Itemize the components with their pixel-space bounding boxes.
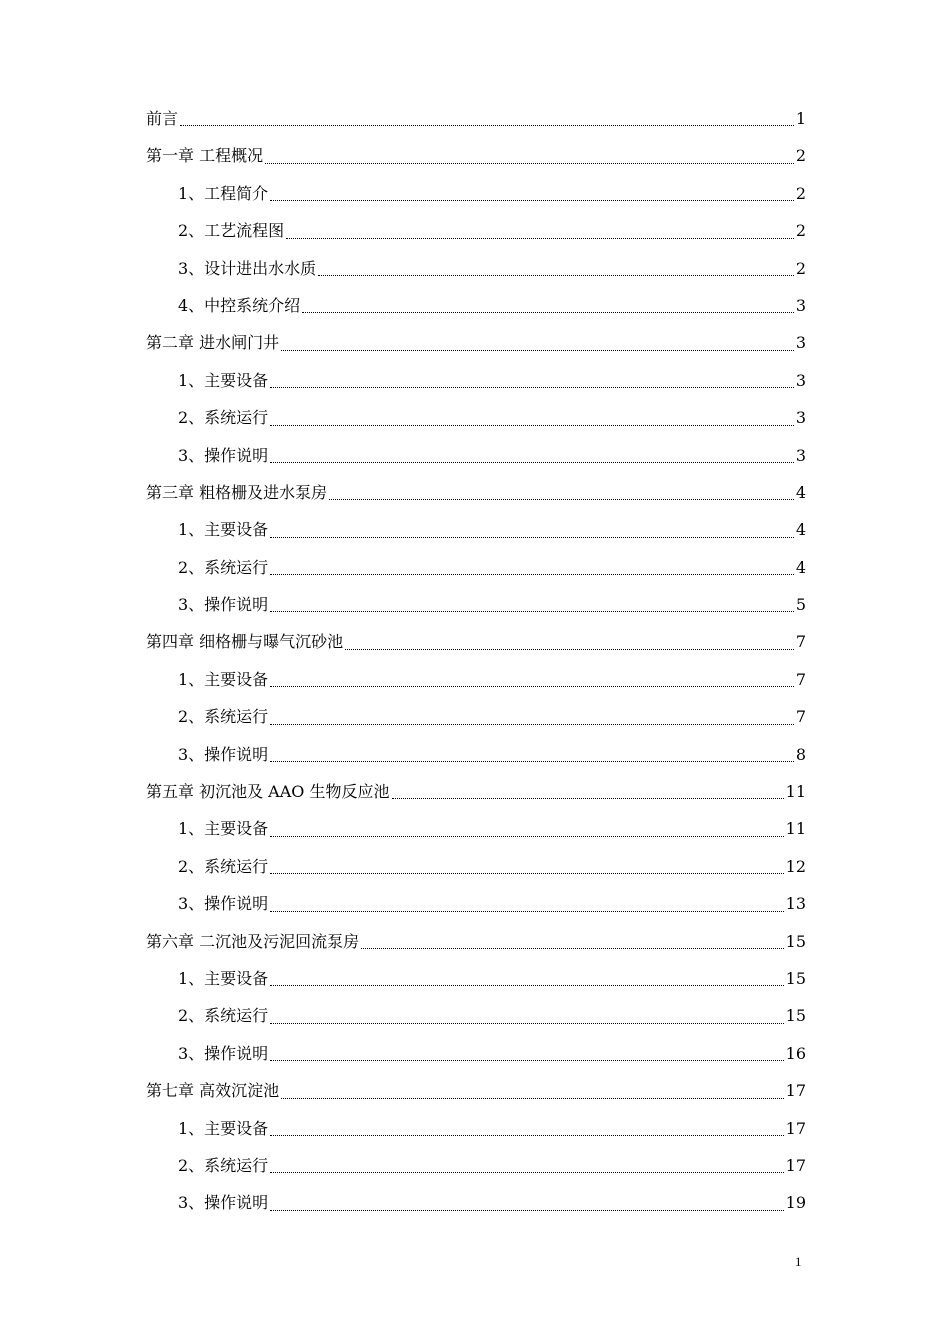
toc-entry-title: 第一章 工程概况 <box>146 146 264 166</box>
toc-section-entry[interactable] <box>146 586 806 623</box>
toc-entry-title: 1、主要设备 <box>178 968 269 988</box>
toc-entry-page: 7 <box>795 669 806 689</box>
toc-section-entry[interactable] <box>146 1147 806 1184</box>
toc-entry-page: 3 <box>795 333 806 353</box>
toc-dot-leader <box>302 312 794 313</box>
toc-section-entry[interactable] <box>146 549 806 586</box>
toc-entry-title: 第七章 高效沉淀池 <box>146 1081 280 1101</box>
toc-entry-page: 4 <box>795 520 806 540</box>
toc-entry-page: 11 <box>785 782 806 802</box>
toc-dot-leader <box>270 1135 783 1136</box>
toc-entry-title: 第六章 二沉池及污泥回流泵房 <box>146 931 360 951</box>
table-of-contents <box>146 100 806 1222</box>
toc-entry-title: 1、主要设备 <box>178 520 269 540</box>
toc-dot-leader <box>270 574 794 575</box>
toc-section-entry[interactable] <box>146 698 806 735</box>
toc-chapter-entry[interactable] <box>146 100 806 137</box>
toc-dot-leader <box>270 761 794 762</box>
toc-entry-title: 2、工艺流程图 <box>178 221 285 241</box>
toc-entry-title: 1、主要设备 <box>178 370 269 390</box>
toc-entry-title: 1、工程简介 <box>178 183 269 203</box>
toc-entry-page: 2 <box>795 258 806 278</box>
toc-dot-leader <box>270 537 794 538</box>
toc-entry-page: 1 <box>795 109 806 128</box>
toc-entry-page: 17 <box>785 1118 806 1138</box>
toc-entry-page: 17 <box>785 1155 806 1175</box>
toc-entry-page: 2 <box>795 221 806 241</box>
toc-entry-title: 3、操作说明 <box>178 445 269 465</box>
toc-entry-page: 7 <box>795 707 806 727</box>
toc-dot-leader <box>270 200 794 201</box>
toc-dot-leader <box>270 985 783 986</box>
toc-entry-page: 2 <box>795 183 806 203</box>
toc-entry-page: 3 <box>795 445 806 465</box>
toc-entry-title: 3、设计进出水水质 <box>178 258 317 278</box>
toc-entry-title: 2、系统运行 <box>178 1155 269 1175</box>
toc-chapter-entry[interactable] <box>146 1072 806 1109</box>
toc-entry-title: 第三章 粗格栅及进水泵房 <box>146 482 328 502</box>
toc-dot-leader <box>270 724 794 725</box>
toc-entry-page: 3 <box>795 408 806 428</box>
toc-entry-page: 4 <box>795 557 806 577</box>
toc-entry-page: 17 <box>785 1081 806 1101</box>
toc-entry-page: 3 <box>795 295 806 315</box>
toc-entry-page: 15 <box>785 968 806 988</box>
toc-section-entry[interactable] <box>146 885 806 922</box>
toc-entry-title: 3、操作说明 <box>178 1193 269 1213</box>
toc-entry-page: 8 <box>795 744 806 764</box>
toc-entry-title: 3、操作说明 <box>178 1043 269 1063</box>
toc-section-entry[interactable] <box>146 1184 806 1221</box>
toc-dot-leader <box>281 1098 784 1099</box>
toc-section-entry[interactable] <box>146 960 806 997</box>
toc-dot-leader <box>270 686 794 687</box>
toc-section-entry[interactable] <box>146 810 806 847</box>
toc-entry-page: 7 <box>795 632 806 652</box>
toc-section-entry[interactable] <box>146 661 806 698</box>
toc-chapter-entry[interactable] <box>146 773 806 810</box>
toc-dot-leader <box>270 1210 783 1211</box>
toc-entry-title: 3、操作说明 <box>178 894 269 914</box>
toc-dot-leader <box>270 873 783 874</box>
toc-entry-page: 16 <box>785 1043 806 1063</box>
toc-dot-leader <box>270 911 783 912</box>
toc-section-entry[interactable] <box>146 437 806 474</box>
toc-chapter-entry[interactable] <box>146 137 806 174</box>
toc-section-entry[interactable] <box>146 175 806 212</box>
toc-entry-title: 第五章 初沉池及 AAO 生物反应池 <box>146 782 390 802</box>
toc-entry-page: 15 <box>785 1006 806 1026</box>
toc-entry-title: 1、主要设备 <box>178 669 269 689</box>
toc-entry-title: 2、系统运行 <box>178 707 269 727</box>
toc-chapter-entry[interactable] <box>146 923 806 960</box>
toc-section-entry[interactable] <box>146 848 806 885</box>
toc-dot-leader <box>270 462 794 463</box>
toc-section-entry[interactable] <box>146 287 806 324</box>
toc-section-entry[interactable] <box>146 212 806 249</box>
toc-entry-title: 1、主要设备 <box>178 819 269 839</box>
toc-dot-leader <box>318 275 794 276</box>
toc-dot-leader <box>270 1023 783 1024</box>
page-number: 1 <box>795 1254 802 1269</box>
toc-dot-leader <box>392 798 784 799</box>
toc-entry-page: 13 <box>785 894 806 914</box>
toc-dot-leader <box>270 836 783 837</box>
toc-entry-title: 第四章 细格栅与曝气沉砂池 <box>146 632 344 652</box>
toc-entry-page: 4 <box>795 482 806 502</box>
toc-section-entry[interactable] <box>146 1110 806 1147</box>
toc-chapter-entry[interactable] <box>146 324 806 361</box>
toc-entry-page: 12 <box>785 856 806 876</box>
toc-entry-title: 2、系统运行 <box>178 408 269 428</box>
toc-dot-leader <box>270 1172 783 1173</box>
toc-section-entry[interactable] <box>146 250 806 287</box>
toc-dot-leader <box>180 125 794 126</box>
toc-entry-page: 11 <box>785 819 806 839</box>
toc-dot-leader <box>345 649 794 650</box>
toc-section-entry[interactable] <box>146 736 806 773</box>
toc-entry-page: 3 <box>795 370 806 390</box>
toc-entry-page: 5 <box>795 595 806 615</box>
toc-section-entry[interactable] <box>146 399 806 436</box>
toc-entry-title: 第二章 进水闸门井 <box>146 333 280 353</box>
toc-entry-page: 19 <box>785 1193 806 1213</box>
toc-entry-title: 4、中控系统介绍 <box>178 295 301 315</box>
toc-dot-leader <box>270 387 794 388</box>
toc-entry-page: 15 <box>785 931 806 951</box>
toc-entry-title: 3、操作说明 <box>178 744 269 764</box>
toc-section-entry[interactable] <box>146 1035 806 1072</box>
toc-section-entry[interactable] <box>146 362 806 399</box>
toc-dot-leader <box>286 238 794 239</box>
toc-chapter-entry[interactable] <box>146 623 806 660</box>
toc-dot-leader <box>270 1060 783 1061</box>
toc-dot-leader <box>270 611 794 612</box>
toc-entry-title: 2、系统运行 <box>178 1006 269 1026</box>
toc-chapter-entry[interactable] <box>146 474 806 511</box>
toc-entry-page: 2 <box>795 146 806 166</box>
toc-section-entry[interactable] <box>146 997 806 1034</box>
toc-entry-title: 前言 <box>146 109 179 128</box>
toc-dot-leader <box>329 499 794 500</box>
toc-dot-leader <box>361 948 784 949</box>
toc-dot-leader <box>281 350 794 351</box>
toc-entry-title: 3、操作说明 <box>178 595 269 615</box>
toc-dot-leader <box>270 425 794 426</box>
toc-dot-leader <box>265 163 794 164</box>
toc-entry-title: 2、系统运行 <box>178 856 269 876</box>
toc-section-entry[interactable] <box>146 511 806 548</box>
toc-entry-title: 1、主要设备 <box>178 1118 269 1138</box>
toc-entry-title: 2、系统运行 <box>178 557 269 577</box>
